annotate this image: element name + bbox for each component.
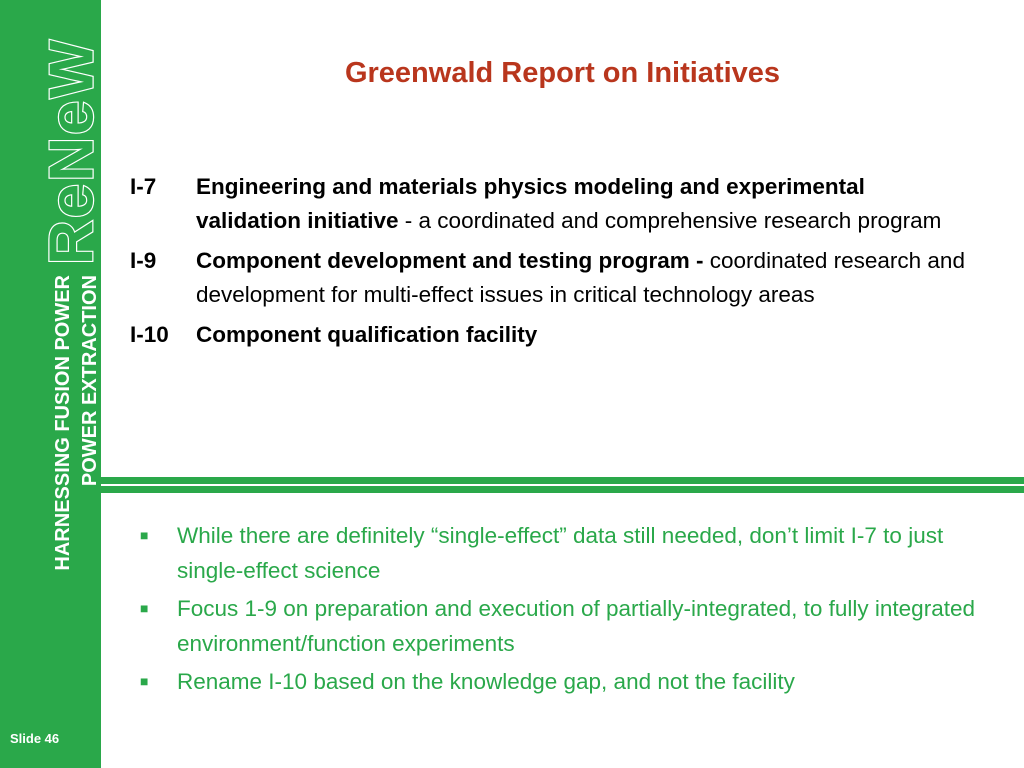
initiative-name: Component qualification facility: [196, 322, 538, 347]
bullet-text: Focus 1-9 on preparation and execution of partially-integrated, to fully integrated environment/function experiments: [177, 596, 975, 656]
renew-logo: [37, 20, 107, 270]
square-bullet-icon: ■: [140, 673, 149, 689]
initiative-code: I-7: [130, 174, 157, 199]
initiative-item: [130, 244, 990, 312]
initiative-description: - a coordinated and comprehensive research program: [398, 208, 942, 233]
sidebar-caption-line2: POWER EXTRACTION: [79, 275, 101, 487]
slide-number: Slide 46: [10, 731, 60, 746]
section-divider: [101, 477, 1024, 493]
comment-bullet-list: [140, 518, 985, 702]
bullet-text: Rename I-10 based on the knowledge gap, and not the facility: [177, 669, 795, 694]
bullet-text: While there are definitely “single-effect” data still needed, don’t limit I-7 to just single-effect science: [177, 523, 944, 583]
sidebar-caption-line1: HARNESSING FUSION POWER: [52, 275, 74, 571]
initiative-item: [130, 170, 990, 238]
list-item: [140, 664, 985, 699]
list-item: [140, 518, 985, 588]
divider-inner-line: [101, 484, 1024, 486]
list-item: [140, 591, 985, 661]
sidebar: [0, 0, 107, 768]
initiative-code: I-9: [130, 248, 157, 273]
initiative-text: [196, 244, 976, 312]
initiative-list: [130, 170, 990, 358]
initiative-name: Engineering and materials physics modeling and experimental validation initiative: [196, 174, 865, 233]
initiative-code: I-10: [130, 322, 169, 347]
renew-logo-text: ReNeW: [37, 37, 107, 265]
square-bullet-icon: ■: [140, 600, 149, 616]
initiative-name: Component development and testing program -: [196, 248, 704, 273]
initiative-text: [196, 318, 976, 352]
slide-title: Greenwald Report on Initiatives: [344, 57, 781, 89]
initiative-description: coordinated research and development for multi-effect issues in critical technology areas: [196, 248, 965, 307]
initiative-item: [130, 318, 990, 352]
renew-logo-graphic: [37, 20, 107, 270]
initiative-text: [196, 170, 976, 238]
square-bullet-icon: ■: [140, 527, 149, 543]
